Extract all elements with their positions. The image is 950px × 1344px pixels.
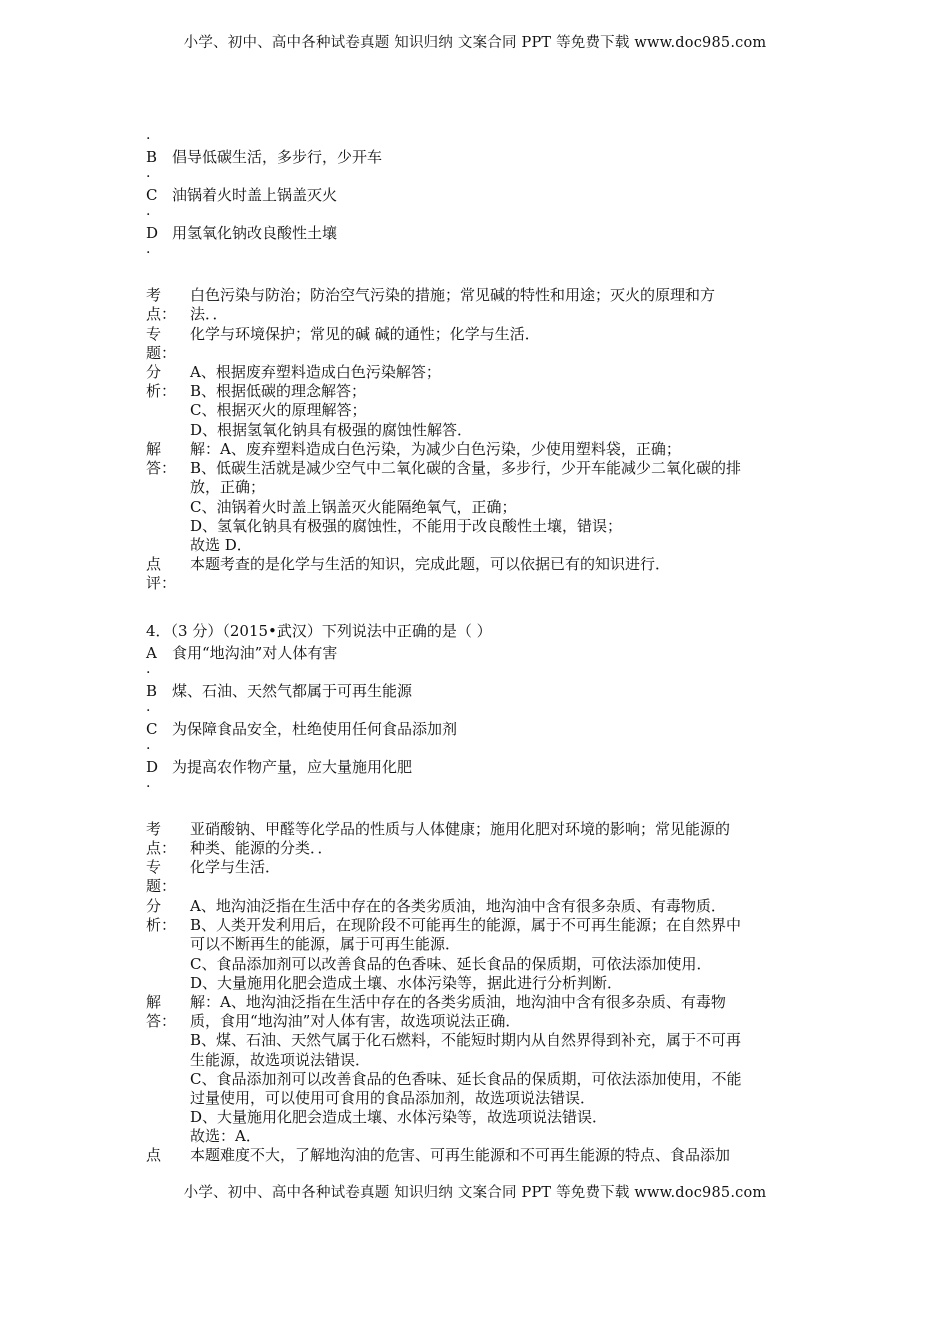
q4-zhuanti-label: 专 题： bbox=[146, 858, 177, 895]
option-text: 为保障食品安全，杜绝使用任何食品添加剂 bbox=[172, 720, 458, 738]
q4-zhuanti-content: 化学与生活． bbox=[190, 858, 281, 876]
q3-dianping-label: 点 评： bbox=[146, 555, 177, 592]
q3-option-c bbox=[146, 184, 337, 204]
option-separator-dot: . bbox=[146, 165, 151, 181]
q3-jieda-label: 解 答： bbox=[146, 440, 177, 477]
page-footer: 小学、初中、高中各种试卷真题 知识归纳 文案合同 PPT 等免费下载 www.doc985.com bbox=[183, 1185, 767, 1201]
option-letter: A bbox=[146, 644, 157, 662]
q4-fenxi-content: A、地沟油泛指在生活中存在的各类劣质油，地沟油中含有很多杂质、有毒物质． B、人类开发利用后，在现阶段不可能再生的能源，属于不可再生能源；在自然界中 可以不断再生的能源，属于可再生能源． C、食品添加剂可以改善食品的色香味、延长食品的保质期，可依法添加使用． D、大量施用化肥会造成土壤、水体污染等，据此进行分析判断． bbox=[190, 897, 742, 992]
option-separator-dot: . bbox=[146, 203, 151, 219]
option-letter: C bbox=[146, 720, 158, 738]
q4-dianping-label: 点 bbox=[146, 1146, 162, 1164]
page-header: 小学、初中、高中各种试卷真题 知识归纳 文案合同 PPT 等免费下载 www.doc985.com bbox=[183, 35, 767, 51]
q4-kaodian-content: 亚硝酸钠、甲醛等化学品的性质与人体健康；施用化肥对环境的影响；常见能源的 种类、能源的分类．． bbox=[190, 820, 731, 858]
option-separator-dot: . bbox=[146, 127, 151, 143]
q3-kaodian-content: 白色污染与防治；防治空气污染的措施；常见碱的特性和用途；灭火的原理和方 法．． bbox=[190, 286, 716, 324]
option-text: 用氢氧化钠改良酸性土壤 bbox=[172, 224, 338, 242]
q3-kaodian-label: 考 点： bbox=[146, 286, 177, 323]
option-text: 为提高农作物产量，应大量施用化肥 bbox=[172, 758, 413, 776]
option-letter: D bbox=[146, 224, 159, 242]
q3-jieda-content: 解：A、废弃塑料造成白色污染，为减少白色污染，少使用塑料袋，正确； B、低碳生活就是减少空气中二氧化碳的含量，多步行，少开车能减少二氧化碳的排 放，正确； C、油锅着火时盖上锅盖灭火能隔绝氧气，正确； D、氢氧化钠具有极强的腐蚀性，不能用于改良酸性土壤，错误； 故选 D． bbox=[190, 440, 742, 555]
option-text: 煤、石油、天然气都属于可再生能源 bbox=[172, 682, 413, 700]
q3-fenxi-label: 分 析： bbox=[146, 363, 177, 400]
option-text: 食用“地沟油”对人体有害 bbox=[172, 644, 338, 662]
q3-option-b bbox=[146, 146, 382, 166]
option-separator-dot: . bbox=[146, 737, 151, 753]
q4-option-d bbox=[146, 756, 412, 776]
q4-jieda-content: 解：A、地沟油泛指在生活中存在的各类劣质油，地沟油中含有很多杂质、有毒物 质，食用“地沟油”对人体有害，故选项说法正确． B、煤、石油、天然气属于化石燃料，不能短时期内从自然界得到补充，属于不可再 生能源，故选项说法错误． C、食品添加剂可以改善食品的色香味、延长食品的保质期，可依法添加使用，不能 过量使用，可以使用可食用的食品添加剂，故选项说法错误． D、大量施用化肥会造成土壤、水体污染等，故选项说法错误． 故选：A． bbox=[190, 993, 742, 1146]
q4-option-a bbox=[146, 642, 337, 662]
option-letter: B bbox=[146, 148, 158, 166]
option-separator-dot: . bbox=[146, 661, 151, 677]
q3-dianping-content: 本题考查的是化学与生活的知识，完成此题，可以依据已有的知识进行． bbox=[190, 555, 671, 573]
q4-kaodian-label: 考 点： bbox=[146, 820, 177, 857]
q3-fenxi-content: A、根据废弃塑料造成白色污染解答； B、根据低碳的理念解答； C、根据灭火的原理解答； D、根据氢氧化钠具有极强的腐蚀性解答． bbox=[190, 363, 473, 439]
q3-option-d bbox=[146, 222, 337, 242]
q3-zhuanti-label: 专 题： bbox=[146, 325, 177, 362]
q4-option-b bbox=[146, 680, 412, 700]
option-text: 油锅着火时盖上锅盖灭火 bbox=[172, 186, 338, 204]
q4-jieda-label: 解 答： bbox=[146, 993, 177, 1030]
option-letter: C bbox=[146, 186, 158, 204]
option-letter: B bbox=[146, 682, 158, 700]
q4-option-c bbox=[146, 718, 457, 738]
q4-fenxi-label: 分 析： bbox=[146, 897, 177, 934]
option-letter: D bbox=[146, 758, 159, 776]
option-separator-dot: . bbox=[146, 775, 151, 791]
option-separator-dot: . bbox=[146, 241, 151, 257]
option-text: 倡导低碳生活，多步行，少开车 bbox=[172, 148, 383, 166]
q4-stem: 4．（3 分）（2015•武汉）下列说法中正确的是（ ） bbox=[146, 622, 492, 640]
q4-dianping-content: 本题难度不大，了解地沟油的危害、可再生能源和不可再生能源的特点、食品添加 bbox=[190, 1146, 731, 1164]
q3-zhuanti-content: 化学与环境保护；常见的碱 碱的通性；化学与生活． bbox=[190, 325, 540, 343]
option-separator-dot: . bbox=[146, 699, 151, 715]
